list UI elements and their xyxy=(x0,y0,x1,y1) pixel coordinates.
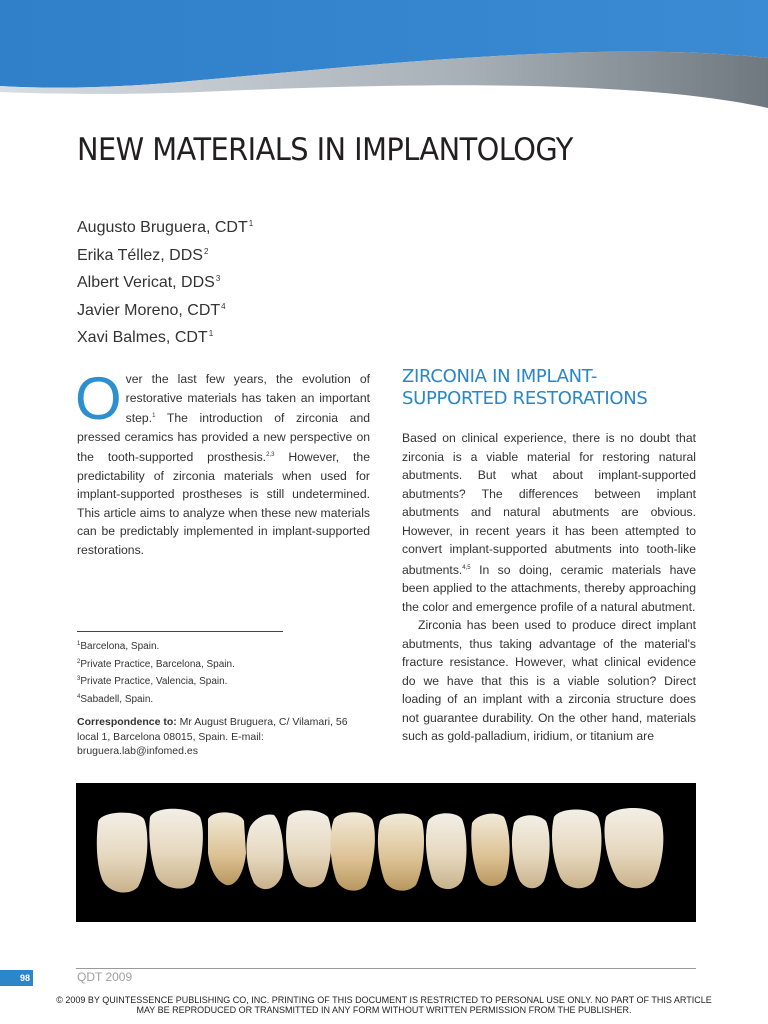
tooth xyxy=(247,815,284,890)
author: Augusto Bruguera, CDT$^1$ xyxy=(77,219,254,236)
footnote-divider xyxy=(77,631,283,632)
abstract-paragraph: ver the last few years, the evolution of restorative materials has taken an important step.$^1$ The introduction of zirconia and pressed ceramics has provided a new perspective on the tooth-supported prosthesis.$^{2,3}$ However, the predictability of zirconia materials when used for implant-supported prostheses is still undetermined. This article aims to analyze when these new materials can be predictably implemented in implant-supported restorations. xyxy=(77,372,370,557)
tooth xyxy=(330,812,375,890)
author: Xavi Balmes, CDT$^1$ xyxy=(77,329,214,346)
header-banner xyxy=(0,0,768,112)
section-heading: ZIRCONIA IN IMPLANT-SUPPORTED RESTORATIONS xyxy=(402,366,648,409)
copyright-line: MAY BE REPRODUCED OR TRANSMITTED IN ANY FORM WITHOUT WRITTEN PERMISSION FROM THE PUBLISHER. xyxy=(136,1005,632,1015)
copyright-notice xyxy=(0,995,768,1015)
teeth-photo xyxy=(76,783,696,922)
body-paragraph: Zirconia has been used to produce direct implant abutments, thus taking advantage of the material's fracture resistance. However, what clinical evidence do we have that this is a viable solution? Direct loading of an implant with a zirconia structure does not guarantee durability. On the other hand, materials such as gold-palladium, iridium, or titanium are xyxy=(402,618,696,743)
section-column xyxy=(402,366,696,746)
footnote: $^1$Barcelona, Spain. xyxy=(77,641,160,652)
footnote: $^3$Private Practice, Valencia, Spain. xyxy=(77,676,228,687)
affiliation-footnotes xyxy=(77,637,235,707)
author: Albert Vericat, DDS$^3$ xyxy=(77,274,221,291)
journal-name: QDT 2009 xyxy=(77,970,133,984)
drop-cap: O xyxy=(75,365,122,432)
author: Javier Moreno, CDT$^4$ xyxy=(77,301,226,319)
footnote: $^2$Private Practice, Barcelona, Spain. xyxy=(77,658,235,670)
body-paragraph: Based on clinical experience, there is no doubt that zirconia is a viable material for restoring natural abutments. But what about implant-supported abutments? The differences between implant abutments and natural abutments are obvious. However, in recent years it has been attempted to convert implant-supported abutments into tooth-like abutments.$^{4,5}$ In so doing, ceramic materials have been applied to the attachments, thereby approaching the color and emergence profile of a natural abutment. xyxy=(402,431,696,614)
footer-rule xyxy=(76,968,696,969)
abstract-column xyxy=(75,365,370,559)
author-list xyxy=(77,212,253,350)
tooth xyxy=(378,814,424,891)
correspondence-info: Correspondence to: Mr August Bruguera, C/ Vilamari, 56 local 1, Barcelona 08015, Spain. E-mail: bruguera.lab@infomed.es xyxy=(77,716,348,757)
author: Erika Téllez, DDS$^2$ xyxy=(77,246,209,264)
tooth xyxy=(97,813,148,893)
tooth xyxy=(426,813,467,889)
footnote: $^4$Sabadell, Spain. xyxy=(77,693,154,705)
page-number: 98 xyxy=(0,970,33,986)
copyright-line: © 2009 BY QUINTESSENCE PUBLISHING CO, INC. PRINTING OF THIS DOCUMENT IS RESTRICTED TO PERSONAL USE ONLY. NO PART OF THIS ARTICLE xyxy=(56,995,712,1005)
tooth xyxy=(149,809,203,889)
article-title: NEW MATERIALS IN IMPLANTOLOGY xyxy=(77,132,573,168)
correspondence-label: Correspondence to: xyxy=(77,716,177,728)
